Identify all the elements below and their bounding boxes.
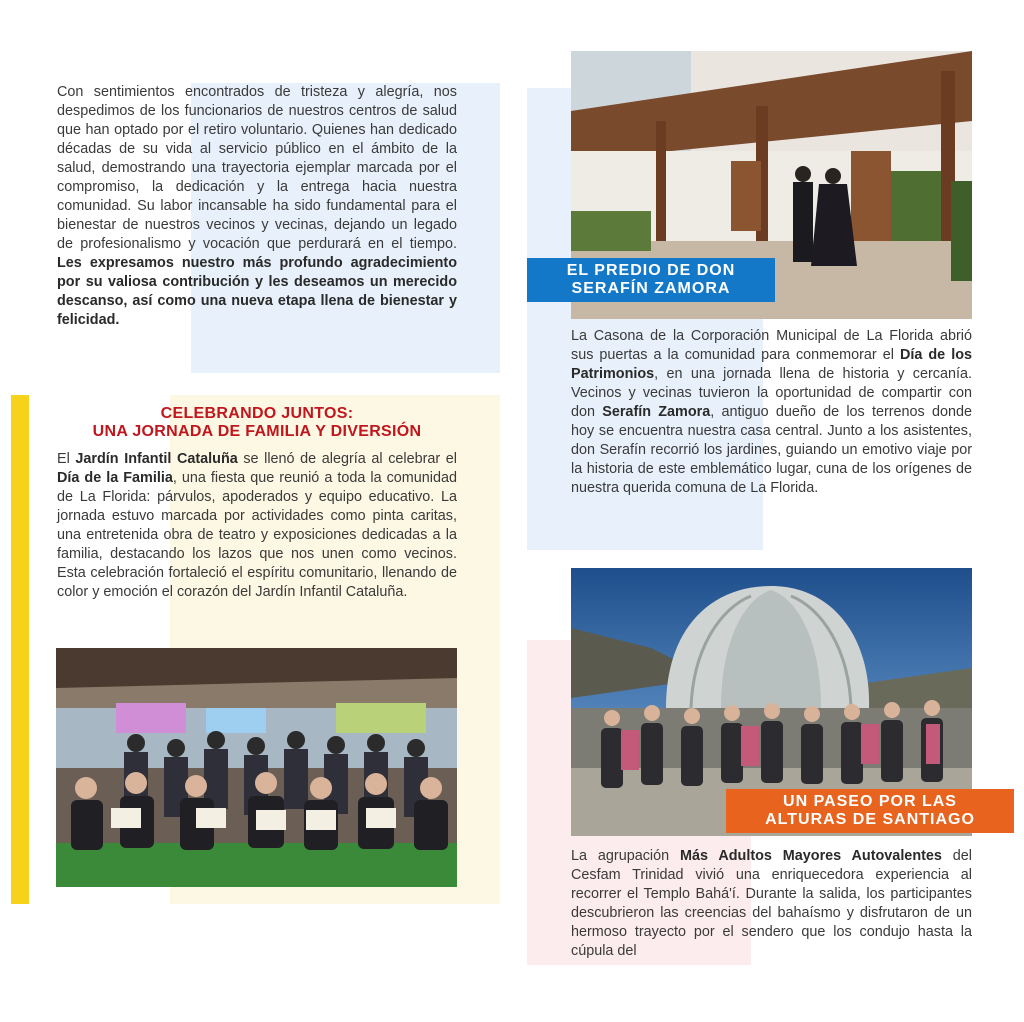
predio-tag-line1: EL PREDIO DE DON — [566, 262, 736, 279]
paseo-article — [571, 847, 972, 963]
familia-text-3: , una fiesta que reunió a toda la comunidad de La Florida: párvulos, apoderados y equipo educativo. La jornada estuvo marcada por actividades como pinta caritas, una entretenida obra de teatro y exposiciones dedicadas a la familia, destacando los lazos que nos unen como vecinos. Esta celebración fortaleció el espíritu comunitario, llenando de color y emoción el corazón del Jardín Infantil Cataluña. — [57, 470, 457, 600]
familia-bold-2: Día de la Familia — [57, 470, 173, 486]
retiro-bold-text: Les expresamos nuestro más profundo agradecimiento por su valiosa contribución y les deseamos un merecido descanso, así como una nueva etapa llena de bienestar y felicidad. — [57, 255, 457, 328]
predio-bold-2: Serafín Zamora — [602, 404, 711, 420]
predio-tag-line2: SERAFÍN ZAMORA — [571, 280, 731, 297]
predio-tag — [527, 258, 775, 302]
familia-article — [57, 450, 457, 602]
predio-text-2: , en una jornada llena de historia y cercanía. Vecinos y vecinas tuvieron la oportunidad de compartir con don — [571, 366, 972, 420]
retiro-intro-text: Con sentimientos encontrados de tristeza y alegría, nos despedimos de los funcionarios de nuestros centros de salud que han optado por el retiro voluntario. Quienes han dedicado décadas de su vida al servicio público en el ámbito de la salud, demostrando una trayectoria ejemplar marcada por el compromiso, la dedicación y la entrega hacia nuestra comunidad. Su labor incansable ha sido fundamental para el bienestar de nuestros vecinos y vecinas, dejando un legado de profesionalismo y vocación que perdurará en el tiempo. — [57, 84, 457, 252]
familia-heading-line1: CELEBRANDO JUNTOS: — [160, 405, 354, 422]
retiro-article — [57, 83, 457, 330]
paseo-text-2: del Cesfam Trinidad vivió una enriquecedora experiencia al recorrer el Templo Bahá'í. Durante la salida, los participantes descubrieron las creencias del bahaísmo y disfrutaron de un hermoso trayecto por el sendero que los condujo hasta la cúpula del — [571, 848, 972, 959]
paseo-bold-1: Más Adultos Mayores Autovalentes — [680, 848, 942, 864]
paseo-text-1: La agrupación — [571, 848, 680, 864]
familia-heading-line2: UNA JORNADA DE FAMILIA Y DIVERSIÓN — [92, 423, 422, 440]
familia-heading — [57, 405, 457, 441]
familia-text-1: El — [57, 451, 76, 467]
predio-article — [571, 327, 972, 498]
paseo-tag-line1: UN PASEO POR LAS — [783, 793, 957, 810]
predio-text-1: La Casona de la Corporación Municipal de La Florida abrió sus puertas a la comunidad para conmemorar el — [571, 328, 972, 363]
familia-text-2: se llenó de alegría al celebrar el — [237, 451, 457, 467]
paseo-tag-line2: ALTURAS DE SANTIAGO — [765, 811, 975, 828]
predio-text-3: , antiguo dueño de los terrenos donde hoy se encuentra nuestra casa central. Junto a los asistentes, don Serafín recorrió los jardines, guiando un emotivo viaje por la historia de este emblemático lugar, cuna de los orígenes de nuestra querida comuna de La Florida. — [571, 404, 972, 496]
familia-bold-1: Jardín Infantil Cataluña — [75, 451, 238, 467]
yellow-accent-bar — [11, 395, 29, 904]
paseo-tag — [726, 789, 1014, 833]
familia-photo — [56, 648, 457, 887]
predio-bold-1: Día de los Patrimonios — [571, 347, 972, 382]
